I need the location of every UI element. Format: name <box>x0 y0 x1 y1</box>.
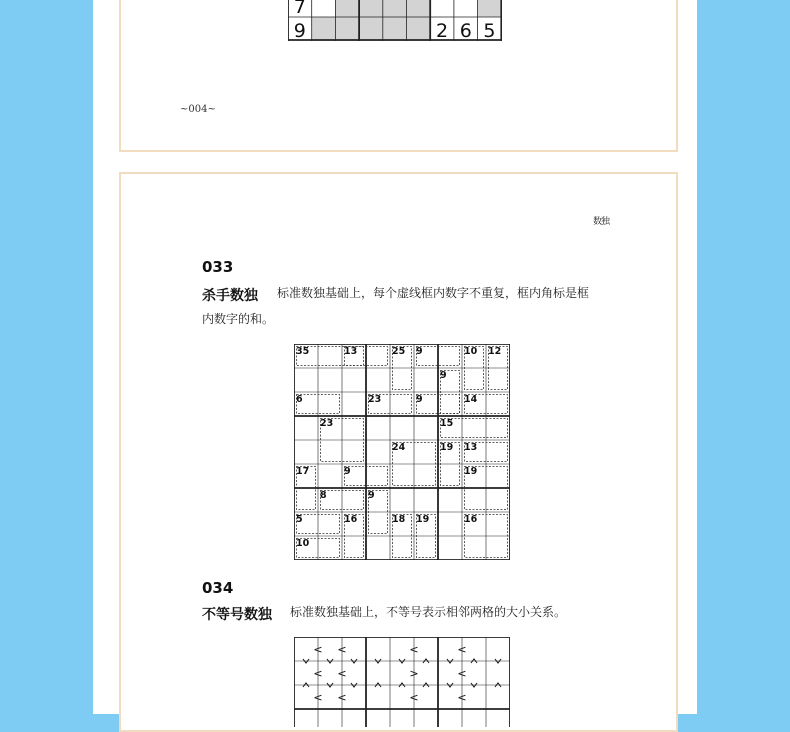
cage-sum: 18 <box>392 514 406 525</box>
inequality-sign: < <box>457 643 467 656</box>
header-logo: 数独 <box>593 217 610 227</box>
cage-sum: 13 <box>344 346 358 357</box>
given-digit: 9 <box>293 20 306 41</box>
cage-sum: 23 <box>320 418 334 429</box>
cage-sum: 19 <box>440 442 454 453</box>
given-digit: 5 <box>483 20 496 41</box>
cage-sum: 9 <box>344 466 351 477</box>
inequality-sign: < <box>337 691 347 704</box>
cage-sum: 14 <box>464 394 478 405</box>
puzzle-034-title: 不等号数独 <box>202 607 272 623</box>
inequality-sign: > <box>409 667 419 680</box>
shaded-cell <box>383 0 407 17</box>
previous-sudoku-grid <box>288 0 502 41</box>
inequality-sign: < <box>313 691 323 704</box>
cage-sum: 9 <box>368 490 375 501</box>
shaded-cell <box>407 0 431 17</box>
cage-sum: 23 <box>368 394 382 405</box>
cage-sum: 9 <box>440 370 447 381</box>
cage-sum: 19 <box>464 466 478 477</box>
cage-sum: 8 <box>320 490 327 501</box>
given-digit: 2 <box>436 20 449 41</box>
puzzle-033-id: 033 <box>202 258 234 276</box>
cage-sum: 25 <box>392 346 406 357</box>
cage-sum: 35 <box>296 346 310 357</box>
puzzle-034-description: 标准数独基础上，不等号表示相邻两格的大小关系。 <box>290 605 567 619</box>
inequality-sign: < <box>409 691 419 704</box>
page-number: ~004~ <box>180 104 216 115</box>
shaded-cell <box>478 0 502 17</box>
cage-sum: 10 <box>296 538 310 549</box>
cage-sum: 12 <box>488 346 502 357</box>
inequality-sign: < <box>337 667 347 680</box>
given-digit: 7 <box>293 0 306 18</box>
inequality-sign: < <box>337 643 347 656</box>
cage-sum: 5 <box>296 514 303 525</box>
cage-sum: 15 <box>440 418 454 429</box>
inequality-sign: < <box>457 691 467 704</box>
shaded-cell <box>407 17 431 41</box>
puzzle-034-id: 034 <box>202 579 234 597</box>
cage-sum: 16 <box>464 514 478 525</box>
cage-sum: 19 <box>416 514 430 525</box>
cage-sum: 9 <box>416 346 423 357</box>
cage-sum: 24 <box>392 442 406 453</box>
inequality-sign: < <box>457 667 467 680</box>
shaded-cell <box>383 17 407 41</box>
shaded-cell <box>335 0 359 17</box>
given-digit: 6 <box>459 20 472 41</box>
cage-sum: 6 <box>296 394 303 405</box>
shaded-cell <box>335 17 359 41</box>
cage-sum: 13 <box>464 442 478 453</box>
cage-sum: 10 <box>464 346 478 357</box>
cage-sum: 16 <box>344 514 358 525</box>
shaded-cell <box>359 17 383 41</box>
puzzle-033-description-line2: 内数字的和。 <box>202 312 275 326</box>
killer-sudoku-grid <box>294 344 510 560</box>
puzzle-033-description-line1: 标准数独基础上，每个虚线框内数字不重复，框内角标是框 <box>277 286 590 300</box>
cage-sum: 9 <box>416 394 423 405</box>
cage-sum: 17 <box>296 466 310 477</box>
inequality-sign: < <box>313 643 323 656</box>
puzzle-033-title: 杀手数独 <box>202 288 258 304</box>
shaded-cell <box>359 0 383 17</box>
shaded-cell <box>312 17 336 41</box>
inequality-sign: < <box>313 667 323 680</box>
inequality-sign: < <box>409 643 419 656</box>
